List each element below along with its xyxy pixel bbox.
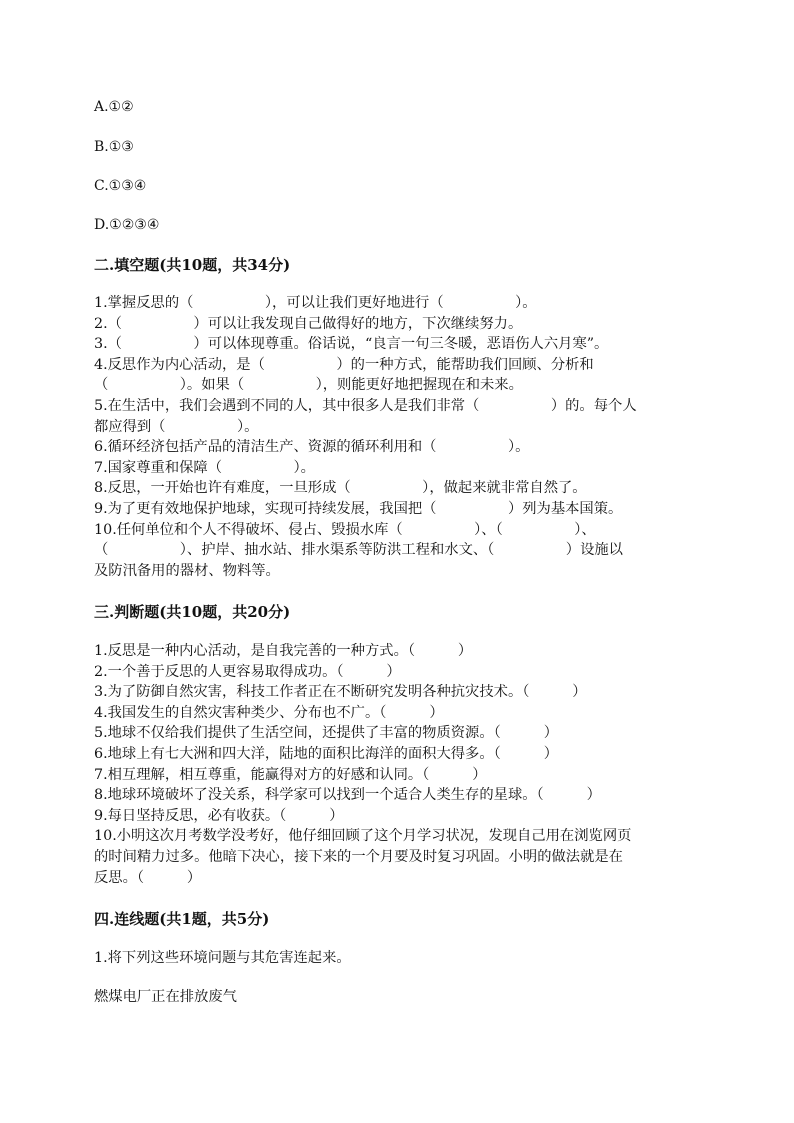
question-line: 7.国家尊重和保障（ ）。 xyxy=(94,459,315,476)
matching-question: 1.将下列这些环境问题与其危害连起来。 xyxy=(94,950,351,966)
question-line: 5.地球不仅给我们提供了生活空间，还提供了丰富的物质资源。（ ） xyxy=(94,725,558,742)
question-line: 7.相互理解，相互尊重，能赢得对方的好感和认同。（ ） xyxy=(94,766,487,783)
question-line: 及防汛备用的器材、物料等。 xyxy=(94,562,280,579)
question-line: 3.（ ）可以体现尊重。俗话说，“良言一句三冬暖，恶语伤人六月寒”。 xyxy=(94,336,609,353)
question-line: 4.我国发生的自然灾害种类少、分布也不广。（ ） xyxy=(94,704,444,721)
question-line: 4.反思作为内心活动，是（ ）的一种方式，能帮助我们回顾、分析和 xyxy=(94,356,594,373)
question-line: 1.掌握反思的（ ），可以让我们更好地进行（ ）。 xyxy=(94,295,537,311)
option-d: D.①②③④ xyxy=(94,217,160,233)
question-line: 5.在生活中，我们会遇到不同的人，其中很多人是我们非常（ ）的。每个人 xyxy=(94,397,637,414)
option-c: C.①③④ xyxy=(94,178,147,194)
matching-item: 燃煤电厂正在排放废气 xyxy=(94,989,237,1005)
question-line: 反思。（ ） xyxy=(94,869,202,886)
question-line: 6.循环经济包括产品的清洁生产、资源的循环利用和（ ）。 xyxy=(94,439,530,456)
option-b: B.①③ xyxy=(94,139,134,155)
question-line: 2.（ ）可以让我发现自己做得好的地方，下次继续努力。 xyxy=(94,315,523,332)
question-line: 10.任何单位和个人不得破坏、侵占、毁损水库（ ）、（ ）、 xyxy=(94,521,596,538)
question-line: 1.反思是一种内心活动，是自我完善的一种方式。（ ） xyxy=(94,643,473,659)
option-a: A.①② xyxy=(94,99,134,115)
question-line: （ ）。如果（ ），则能更好地把握现在和未来。 xyxy=(94,377,523,394)
fill-blank-questions xyxy=(94,293,704,581)
question-line: 的时间精力过多。他暗下决心，接下来的一个月要及时复习巩固。小明的做法就是在 xyxy=(94,848,623,865)
question-line: （ ）、护岸、抽水站、排水渠系等防洪工程和水文、（ ）设施以 xyxy=(94,542,623,559)
section-title-fill-blank: 二.填空题(共10题，共34分) xyxy=(94,256,291,274)
true-false-questions xyxy=(94,641,704,888)
question-line: 8.反思，一开始也许有难度，一旦形成（ ），做起来就非常自然了。 xyxy=(94,480,587,497)
question-line: 都应得到（ ）。 xyxy=(94,418,259,435)
question-line: 9.每日坚持反思，必有收获。（ ） xyxy=(94,807,344,824)
question-line: 3.为了防御自然灾害，科技工作者正在不断研究发明各种抗灾技术。（ ） xyxy=(94,684,587,701)
question-line: 8.地球环境破坏了没关系，科学家可以找到一个适合人类生存的星球。（ ） xyxy=(94,787,601,804)
section-title-matching: 四.连线题(共1题，共5分) xyxy=(94,910,270,928)
section-title-true-false: 三.判断题(共10题，共20分) xyxy=(94,603,291,621)
question-line: 9.为了更有效地保护地球，实现可持续发展，我国把（ ）列为基本国策。 xyxy=(94,500,623,517)
question-line: 6.地球上有七大洲和四大洋，陆地的面积比海洋的面积大得多。（ ） xyxy=(94,745,558,762)
question-line: 2.一个善于反思的人更容易取得成功。（ ） xyxy=(94,663,401,680)
question-line: 10.小明这次月考数学没考好，他仔细回顾了这个月学习状况，发现自己用在浏览网页 xyxy=(94,828,632,845)
